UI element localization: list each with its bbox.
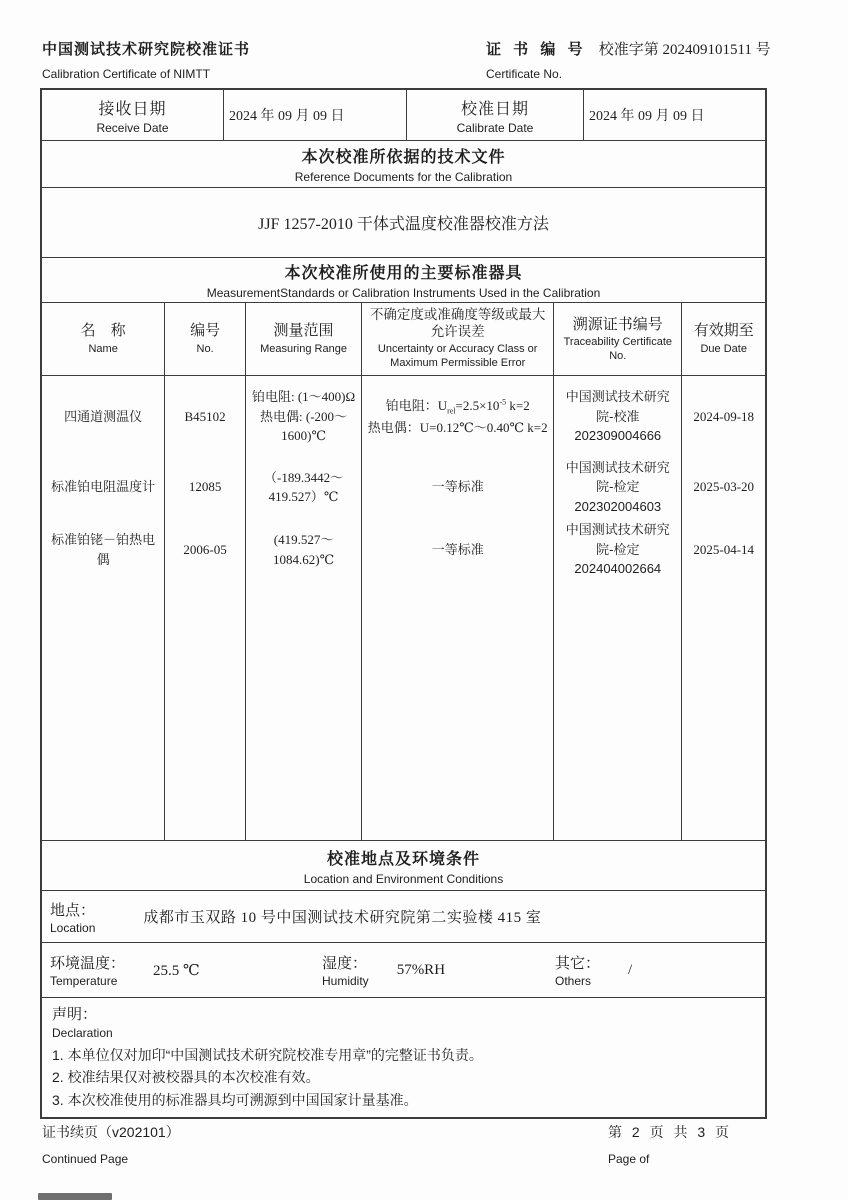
due-date: 2025-03-20: [693, 479, 755, 495]
standards-title-en: MeasurementStandards or Calibration Instruments Used in the Calibration: [206, 286, 601, 300]
measuring-range-line2: 热电偶: (-200～1600)℃: [260, 408, 348, 444]
standards-title-zh: 本次校准所使用的主要标准器具: [284, 265, 523, 282]
col-header-name-zh: 名 称: [80, 322, 126, 340]
temperature-label: [50, 952, 125, 988]
location-section-title: [42, 840, 765, 890]
uncertainty-line2: 热电偶：U=0.12℃～0.40℃ k=2: [367, 419, 548, 435]
footer-right: [608, 1122, 732, 1166]
continued-page-zh: 证书续页（v202101）: [42, 1124, 180, 1140]
header-right: [486, 38, 806, 81]
calibrate-date-label-cell: [407, 90, 584, 140]
others-label-en: Others: [555, 974, 592, 988]
col-header-uncertainty-zh: 不确定度或准确度等级或最大允许误差: [369, 307, 546, 340]
receive-date-value: 2024 年 09 月 09 日: [224, 90, 407, 140]
certificate-table: [40, 88, 767, 1119]
document-header: [42, 38, 806, 81]
standards-row: [42, 457, 765, 517]
reference-section-title: [42, 140, 765, 187]
instrument-no: 2006-05: [165, 517, 246, 582]
reference-title-en: Reference Documents for the Calibration: [294, 170, 513, 184]
continued-page-en: Continued Page: [42, 1152, 129, 1166]
instrument-name: 标准铂铑－铂热电偶: [42, 517, 165, 582]
receive-date-label-zh: 接收日期: [98, 100, 167, 118]
empty-cell: [554, 582, 682, 840]
location-label-zh: 地点：: [50, 901, 96, 919]
reference-title-zh: 本次校准所依据的技术文件: [301, 149, 506, 166]
environment-row: [42, 942, 765, 997]
reference-document-value: JJF 1257-2010 干体式温度校准器校准方法: [42, 187, 765, 257]
humidity-label-zh: 湿度：: [322, 955, 368, 972]
location-title-zh: 校准地点及环境条件: [326, 850, 480, 868]
standards-table-header: [42, 302, 765, 375]
location-label-en: Location: [50, 920, 96, 935]
receive-date-label-en: Receive Date: [96, 120, 169, 135]
certificate-number-label: 证 书 编 号: [486, 41, 587, 58]
col-header-traceability: [554, 303, 682, 375]
declaration-section: [42, 997, 765, 1117]
standards-row: [42, 375, 765, 457]
empty-cell: [42, 582, 165, 840]
calibrate-date-label-zh: 校准日期: [460, 100, 529, 118]
page-number-en: Page of: [608, 1152, 650, 1166]
declaration-label-en: Declaration: [52, 1026, 113, 1040]
temperature-label-zh: 环境温度：: [50, 955, 126, 972]
col-header-duedate-zh: 有效期至: [693, 322, 754, 340]
empty-cell: [682, 582, 765, 840]
page-title-zh: 中国测试技术研究院校准证书: [42, 41, 251, 58]
traceability-no: 中国测试技术研究院-检定 202404002664: [554, 517, 682, 582]
col-header-no-en: No.: [196, 342, 214, 355]
col-header-uncertainty: [362, 303, 554, 375]
others-label: [555, 952, 600, 988]
certificate-number-value: 校准字第 202409101511 号: [598, 42, 771, 58]
header-left: [42, 38, 250, 81]
temperature-label-en: Temperature: [50, 974, 118, 988]
empty-cell: [165, 582, 246, 840]
due-date: 2024-09-18: [693, 408, 755, 424]
humidity-value: 57%RH: [396, 961, 446, 978]
declaration-item-2: 2. 校准结果仅对被校器具的本次校准有效。: [52, 1069, 320, 1086]
dates-row: [42, 90, 765, 140]
col-header-duedate-en: Due Date: [700, 342, 747, 355]
col-header-duedate: [682, 303, 765, 375]
instrument-no: B45102: [165, 376, 246, 457]
page-number-zh: 第 2 页 共 3 页: [608, 1124, 733, 1140]
traceability-no: 中国测试技术研究院-检定 202302004603: [554, 457, 682, 517]
col-header-no-zh: 编号: [190, 322, 221, 340]
others-group: [555, 947, 755, 993]
measuring-range: [246, 376, 362, 457]
humidity-group: [322, 947, 555, 993]
certificate-number-label-en: Certificate No.: [486, 67, 563, 81]
declaration-label-zh: 声明：: [52, 1006, 98, 1023]
page-title-en: Calibration Certificate of NIMTT: [42, 67, 211, 81]
temperature-value: 25.5 ℃: [153, 962, 200, 979]
instrument-name: 标准铂电阻温度计: [42, 457, 165, 517]
col-header-traceability-zh: 溯源证书编号: [572, 315, 663, 333]
location-row: [42, 890, 765, 942]
certificate-number-line: [486, 38, 806, 59]
due-date: 2025-04-14: [693, 541, 755, 557]
location-value: 成都市玉双路 10 号中国测试技术研究院第二实验楼 415 室: [143, 910, 542, 926]
col-header-name-en: Name: [88, 342, 118, 355]
location-label: [50, 899, 95, 935]
measuring-range: （-189.3442～419.527）℃: [246, 457, 362, 517]
declaration-item-1: 1. 本单位仅对加印“中国测试技术研究院校准专用章”的完整证书负责。: [52, 1047, 483, 1063]
scan-artifact-mark: [38, 1193, 112, 1200]
col-header-no: [165, 303, 246, 375]
standards-row: [42, 517, 765, 582]
col-header-traceability-en: Traceability Certificate No.: [563, 336, 672, 362]
uncertainty-line1: 铂电阻：$U_{rel}=2.5\times 10^{-5}$ k=2: [385, 397, 530, 416]
col-header-range-en: Measuring Range: [260, 342, 347, 355]
others-label-zh: 其它：: [555, 955, 601, 972]
humidity-label: [322, 952, 369, 988]
standards-empty-area: [42, 582, 765, 840]
measuring-range-line1: 铂电阻: (1～400)Ω: [251, 389, 356, 405]
receive-date-label-cell: [42, 90, 224, 140]
uncertainty: 一等标准: [362, 517, 554, 582]
empty-cell: [246, 582, 362, 840]
traceability-no: 中国测试技术研究院-校准 202309004666: [554, 376, 682, 457]
declaration-item-3: 3. 本次校准使用的标准器具均可溯源到中国国家计量基准。: [52, 1091, 418, 1108]
temperature-group: [50, 947, 322, 993]
empty-cell: [362, 582, 554, 840]
calibrate-date-value: 2024 年 09 月 09 日: [589, 109, 705, 124]
location-title-en: Location and Environment Conditions: [303, 871, 504, 886]
uncertainty: [362, 376, 554, 457]
col-header-uncertainty-en: Uncertainty or Accuracy Class or Maximum Permissible Error: [377, 343, 538, 369]
uncertainty: 一等标准: [362, 457, 554, 517]
standards-section-title: [42, 257, 765, 302]
col-header-range-zh: 测量范围: [273, 322, 334, 340]
measuring-range: (419.527～1084.62)℃: [246, 517, 362, 582]
instrument-no: 12085: [165, 457, 246, 517]
col-header-name: [42, 303, 165, 375]
footer-left: [42, 1122, 180, 1166]
humidity-label-en: Humidity: [322, 974, 369, 988]
others-value: /: [628, 961, 633, 978]
instrument-name: 四通道测温仪: [42, 376, 165, 457]
calibrate-date-label-en: Calibrate Date: [456, 120, 534, 135]
col-header-range: [246, 303, 362, 375]
